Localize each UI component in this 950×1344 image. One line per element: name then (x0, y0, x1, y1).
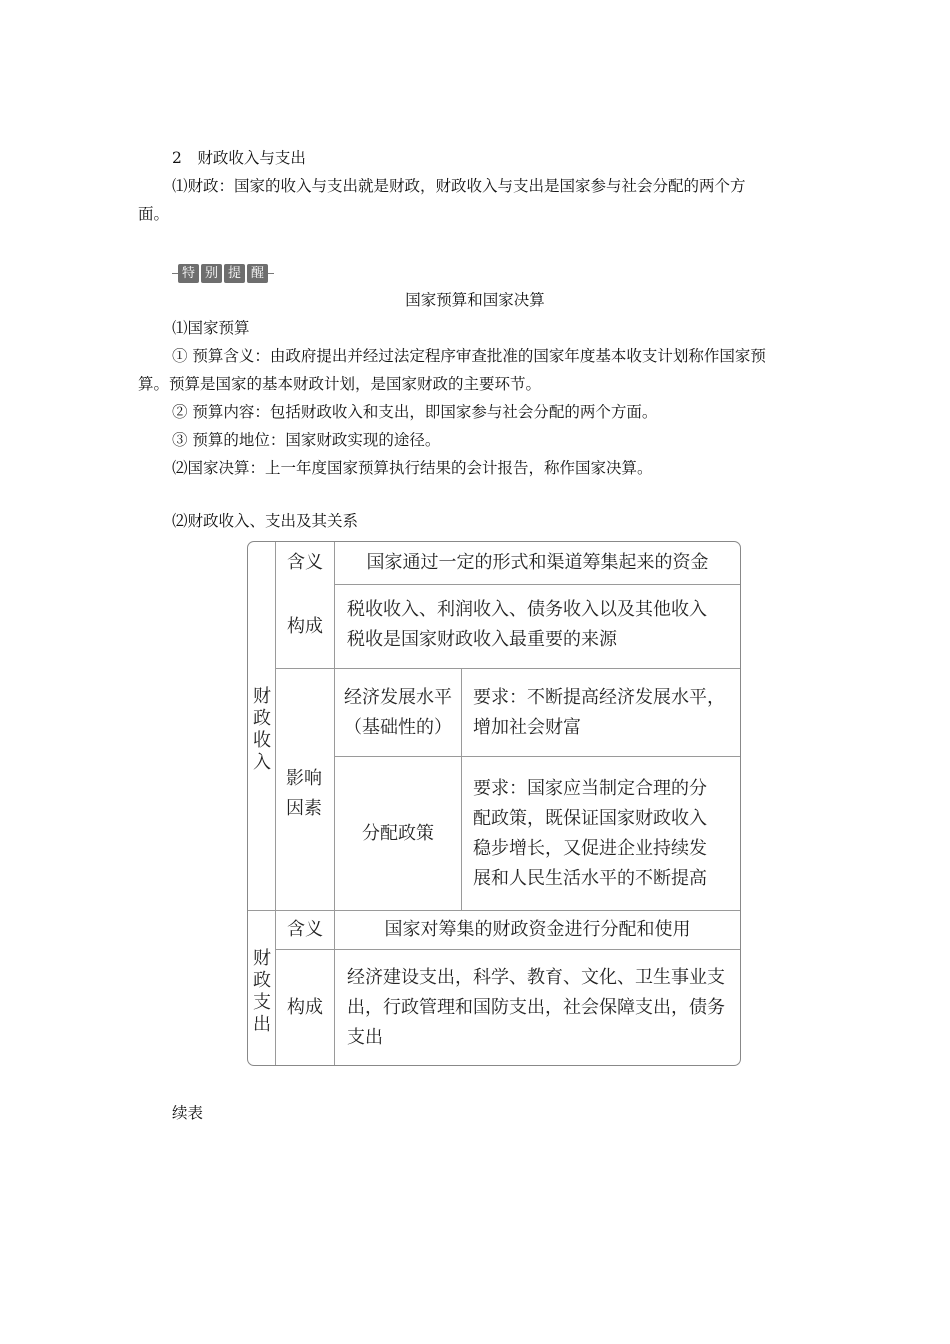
econ-factor-line: （基础性的） (344, 716, 452, 738)
dist-requirement-line: 要求：国家应当制定合理的分 (473, 777, 707, 799)
spend-meaning: 国家对筹集的财政资金进行分配和使用 (384, 919, 691, 940)
spend-label: 财政支出 (253, 948, 271, 1035)
spend-composition-line: 出，行政管理和国防支出，社会保障支出，债务 (347, 996, 725, 1018)
econ-factor (335, 669, 461, 756)
note-item-2-line1: ① 预算含义：由政府提出并经过法定程序审查批准的国家年度基本收支计划称作国家预 (172, 347, 766, 365)
spend-composition-line: 经济建设支出，科学、教育、文化、卫生事业支 (347, 966, 725, 988)
paragraph-finance-line2: 面。 (138, 205, 170, 223)
econ-requirement-line: 要求：不断提高经济发展水平， (473, 686, 725, 708)
badge-char: 特 (178, 264, 199, 283)
econ-requirement (473, 669, 740, 756)
spend-composition (347, 950, 740, 1065)
badge-char: 别 (201, 264, 222, 283)
influence-header: 影响因素 (286, 768, 322, 819)
continued-table-label: 续表 (172, 1104, 204, 1122)
econ-requirement-line: 增加社会财富 (473, 716, 581, 738)
note-item-4: ③ 预算的地位：国家财政实现的途径。 (172, 431, 441, 449)
note-item-1: ⑴国家预算 (172, 319, 250, 337)
badge-char: 醒 (247, 264, 268, 283)
income-label: 财政收入 (253, 686, 271, 773)
section-title: 2 财政收入与支出 (172, 149, 306, 167)
badge-char: 提 (224, 264, 245, 283)
income-composition-line: 税收收入、利润收入、债务收入以及其他收入 (347, 599, 707, 620)
note-item-5: ⑵国家决算：上一年度国家预算执行结果的会计报告，称作国家决算。 (172, 459, 653, 477)
dist-requirement-line: 配政策，既保证国家财政收入 (473, 807, 707, 829)
dist-factor: 分配政策 (362, 822, 434, 844)
econ-factor-line: 经济发展水平 (344, 686, 452, 708)
note-item-3: ② 预算内容：包括财政收入和支出，即国家参与社会分配的两个方面。 (172, 403, 658, 421)
spend-composition-line: 支出 (347, 1026, 383, 1048)
finance-table (247, 541, 741, 1066)
income-meaning: 国家通过一定的形式和渠道筹集起来的资金 (366, 552, 709, 573)
note-item-2-line2: 算。预算是国家的基本财政计划，是国家财政的主要环节。 (138, 375, 542, 393)
income-composition (347, 595, 737, 659)
paragraph-relation: ⑵财政收入、支出及其关系 (172, 512, 359, 530)
dist-requirement-line: 展和人民生活水平的不断提高 (473, 867, 707, 889)
dist-requirement (473, 757, 740, 910)
paragraph-finance-line1: ⑴财政：国家的收入与支出就是财政，财政收入与支出是国家参与社会分配的两个方 (172, 177, 746, 195)
spend-composition-header: 构成 (287, 996, 323, 1018)
note-title: 国家预算和国家决算 (405, 291, 545, 309)
income-composition-header: 构成 (287, 615, 323, 637)
dist-requirement-line: 稳步增长，又促进企业持续发 (473, 837, 707, 859)
income-composition-line: 税收是国家财政收入最重要的来源 (347, 629, 617, 650)
spend-meaning-header: 含义 (287, 919, 323, 940)
income-meaning-header: 含义 (287, 552, 323, 573)
special-reminder-badge (172, 262, 274, 284)
